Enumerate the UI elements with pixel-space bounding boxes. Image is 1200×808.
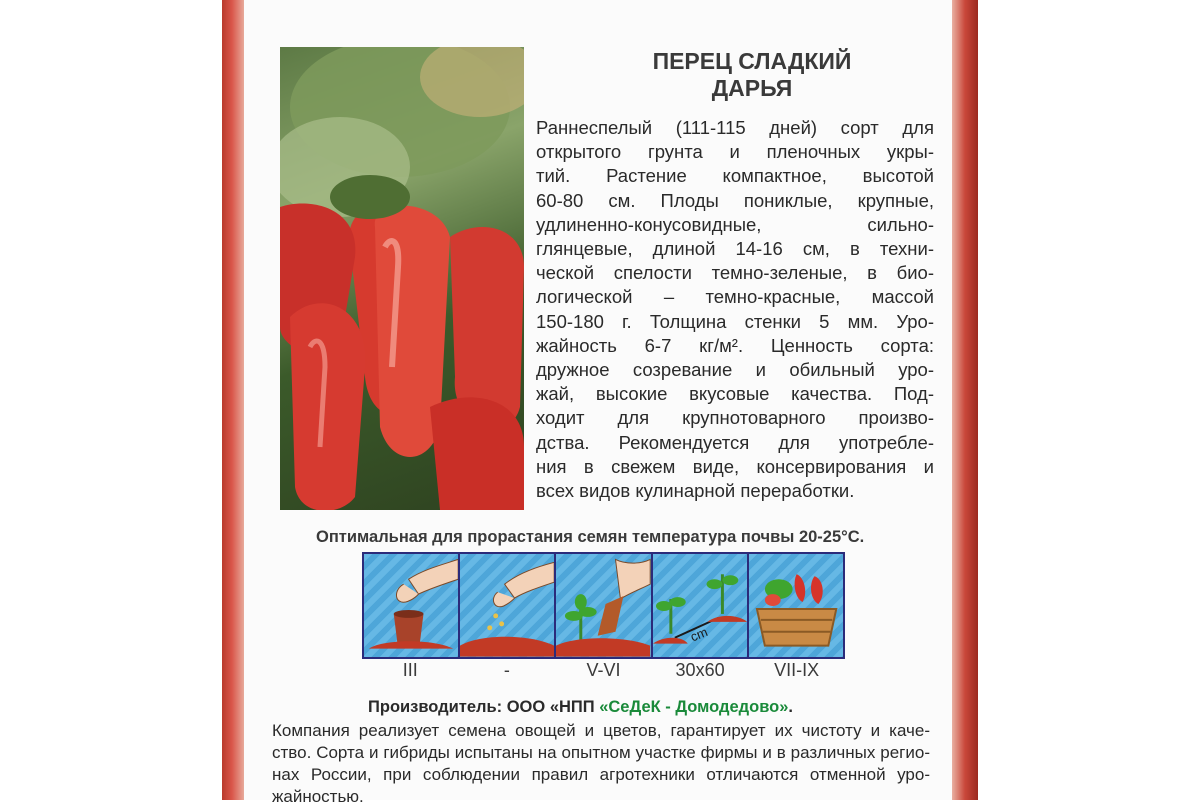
company-line: Компания реализует семена овощей и цветов, гарантирует их чистоту и каче- [272, 721, 930, 740]
step-label: VII-IX [774, 660, 820, 680]
manufacturer-prefix: Производитель: ООО «НПП [368, 698, 600, 716]
spacing-unit-label: cm [687, 624, 710, 645]
description-line: жай, высокие вкусовые качества. Под- [536, 383, 934, 405]
description-line: дружное созревание и обильный уро- [536, 359, 934, 381]
description-line: дства. Рекомендуется для употребле- [536, 431, 934, 453]
manufacturer-suffix: . [788, 698, 793, 716]
description-line: жайность 6-7 кг/м². Ценность сорта: [536, 334, 934, 356]
description-line: 150-180 г. Толщина стенки 5 мм. Уро- [536, 310, 934, 332]
manufacturer-brand: «СеДеК - Домодедово» [599, 698, 789, 716]
product-title [592, 48, 912, 102]
harvest-basket-icon [749, 554, 843, 657]
description-line: ческой спелости темно-зеленые, в био- [536, 262, 934, 284]
sowing-steps [362, 552, 845, 659]
product-description [536, 116, 934, 503]
description-line: ния в свежем виде, консервирования и [536, 455, 934, 477]
company-line: жайностью. [272, 787, 364, 806]
title-line-2: ДАРЬЯ [711, 75, 793, 101]
description-line: тий. Растение компактное, высотой [536, 165, 934, 187]
step-label: III [402, 660, 418, 680]
step-label: - [503, 660, 510, 680]
temperature-note: Оптимальная для прорастания семян температура почвы 20-25°С. [316, 528, 865, 546]
packet-right-edge [952, 0, 978, 800]
step-label: 30x60 [675, 660, 725, 680]
manufacturer-line [368, 698, 793, 717]
title-line-1: ПЕРЕЦ СЛАДКИЙ [652, 48, 852, 74]
description-line: логической – темно-красные, массой [536, 286, 934, 308]
plant-spacing-icon [653, 554, 749, 657]
description-line: глянцевые, длиной 14-16 см, в техни- [536, 238, 934, 260]
description-line: удлиненно-конусовидные, сильно- [536, 213, 934, 235]
step-label: V-VI [586, 660, 621, 680]
description-line: Раннеспелый (111-115 дней) сорт для [536, 117, 934, 138]
company-description [272, 720, 930, 808]
sowing-in-pot-icon [364, 554, 460, 657]
packet-left-edge [222, 0, 244, 800]
company-line: нах России, при соблюдении правил агротехники отличаются отменной уро- [272, 765, 930, 784]
sowing-step-labels [362, 660, 845, 681]
company-line: ство. Сорта и гибриды испытаны на опытном участке фирмы и в различных регио- [272, 743, 930, 762]
description-line: ходит для крупнотоварного произво- [536, 407, 934, 429]
description-line: 60-80 см. Плоды пониклые, крупные, [536, 189, 934, 211]
pepper-photo [280, 47, 524, 510]
seeds-scatter-icon [460, 554, 556, 657]
transplant-seedling-icon [556, 554, 652, 657]
description-line: всех видов кулинарной переработки. [536, 480, 855, 502]
description-line: открытого грунта и пленочных укры- [536, 141, 934, 163]
